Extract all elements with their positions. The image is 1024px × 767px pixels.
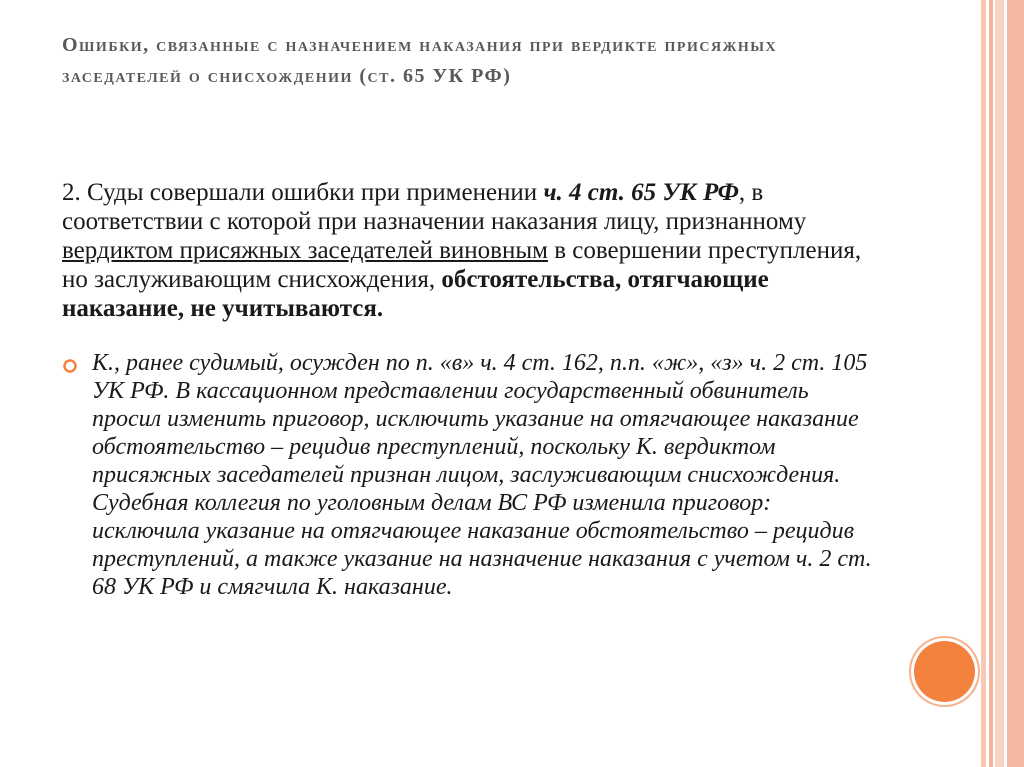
slide-title bbox=[62, 30, 902, 92]
slide-title-text: Ошибки, связанные с назначением наказания при вердикте присяжных заседателей о снисхождении (ст. 65 УК РФ) bbox=[62, 34, 778, 87]
main-paragraph bbox=[62, 178, 862, 323]
decorative-stripe bbox=[995, 0, 1004, 767]
decorative-orange-circle bbox=[914, 641, 975, 702]
paragraph-tail: в совершении преступления, но заслуживающим снисхождения, bbox=[62, 237, 862, 293]
paragraph-middle: , в соответствии с которой при назначении наказания лицу, признанному bbox=[62, 179, 807, 235]
paragraph-emphasis: обстоятельства, отягчающие наказание, не учитываются. bbox=[62, 266, 769, 322]
bullet-paragraph: К., ранее судимый, осужден по п. «в» ч. 4 ст. 162, п.п. «ж», «з» ч. 2 ст. 105 УК РФ. В кассационном представлении государственный обвинитель просил изменить приговор, исключить указание на отягчающее наказание обстоятельство – рецидив преступлений, поскольку К. вердиктом присяжных заседателей признан лицом, заслуживающим снисхождения. Судебная коллегия по уголовным делам ВС РФ изменила приговор: исключила указание на отягчающее наказание обстоятельство – рецидив преступлений, а также указание на назначение наказания с учетом ч. 2 ст. 68 УК РФ и смягчила К. наказание. bbox=[92, 350, 872, 600]
paragraph-law-reference: ч. 4 ст. 65 УК РФ bbox=[543, 179, 739, 206]
paragraph-lead: 2. Суды совершали ошибки при применении bbox=[62, 179, 544, 206]
paragraph-underlined: вердиктом присяжных заседателей виновным bbox=[62, 237, 548, 264]
circle-bullet-icon bbox=[62, 358, 78, 374]
decorative-stripe bbox=[1007, 0, 1024, 767]
